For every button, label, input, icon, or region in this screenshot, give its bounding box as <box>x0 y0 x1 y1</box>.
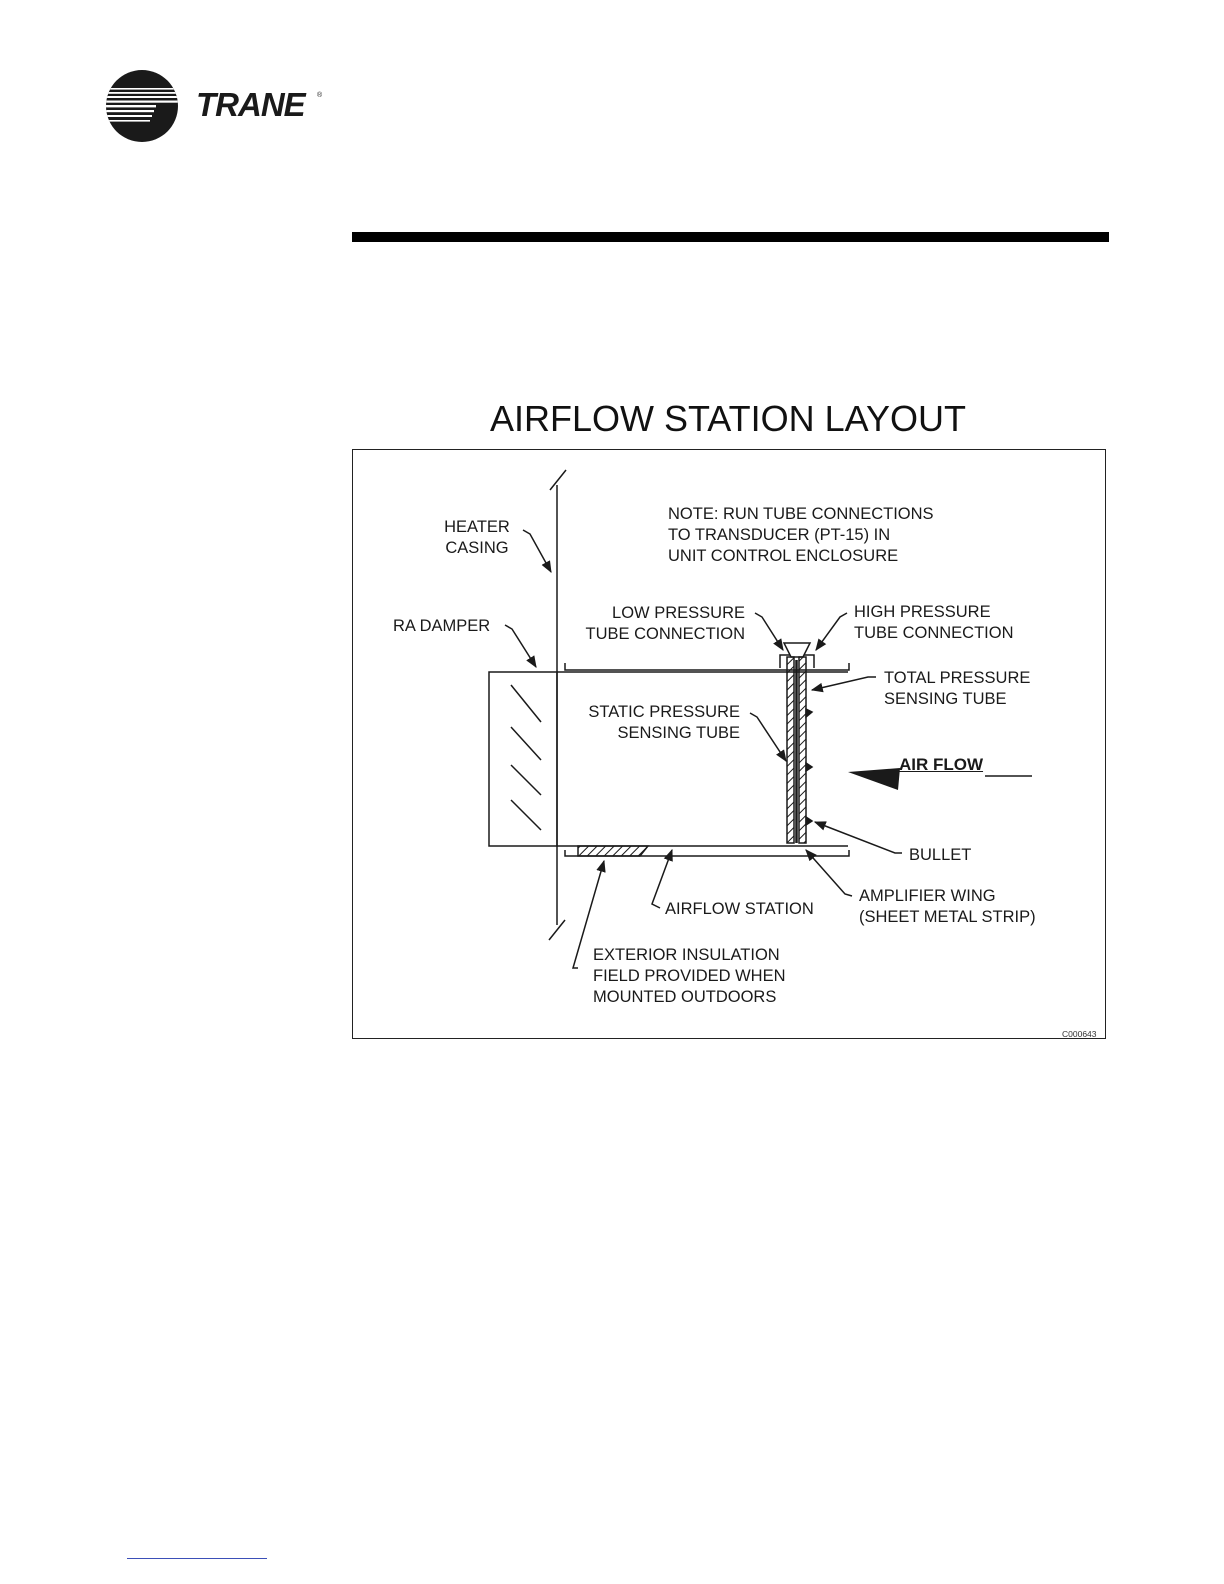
footer-link-underline[interactable] <box>127 1558 267 1559</box>
figure-id: C000643 <box>1062 1029 1097 1039</box>
air-flow-arrow-icon <box>848 768 900 790</box>
label-low-pressure-tube-connection: LOW PRESSURE TUBE CONNECTION <box>585 604 745 643</box>
label-airflow-station: AIRFLOW STATION <box>665 900 814 918</box>
label-note: NOTE: RUN TUBE CONNECTIONS TO TRANSDUCER (PT-15) IN UNIT CONTROL ENCLOSURE <box>668 505 934 565</box>
label-amplifier-wing: AMPLIFIER WING (SHEET METAL STRIP) <box>859 887 1036 926</box>
label-heater-casing: HEATER CASING <box>444 518 510 557</box>
static-pressure-tube <box>787 657 794 843</box>
label-air-flow: AIR FLOW <box>899 755 984 774</box>
label-high-pressure-tube-connection: HIGH PRESSURE TUBE CONNECTION <box>854 603 1014 642</box>
registered-mark: ® <box>317 92 323 99</box>
label-exterior-insulation: EXTERIOR INSULATION FIELD PROVIDED WHEN MOUNTED OUTDOORS <box>593 946 786 1006</box>
label-static-pressure-sensing-tube: STATIC PRESSURE SENSING TUBE <box>588 703 740 742</box>
label-bullet: BULLET <box>909 846 972 864</box>
label-total-pressure-sensing-tube: TOTAL PRESSURE SENSING TUBE <box>884 669 1031 708</box>
ra-damper-box <box>489 672 557 846</box>
exterior-insulation-strip <box>578 846 648 856</box>
brand-wordmark: TRANE <box>196 86 305 123</box>
total-pressure-tube <box>799 657 806 843</box>
figure-title: AIRFLOW STATION LAYOUT <box>489 398 967 439</box>
label-ra-damper: RA DAMPER <box>393 617 491 635</box>
